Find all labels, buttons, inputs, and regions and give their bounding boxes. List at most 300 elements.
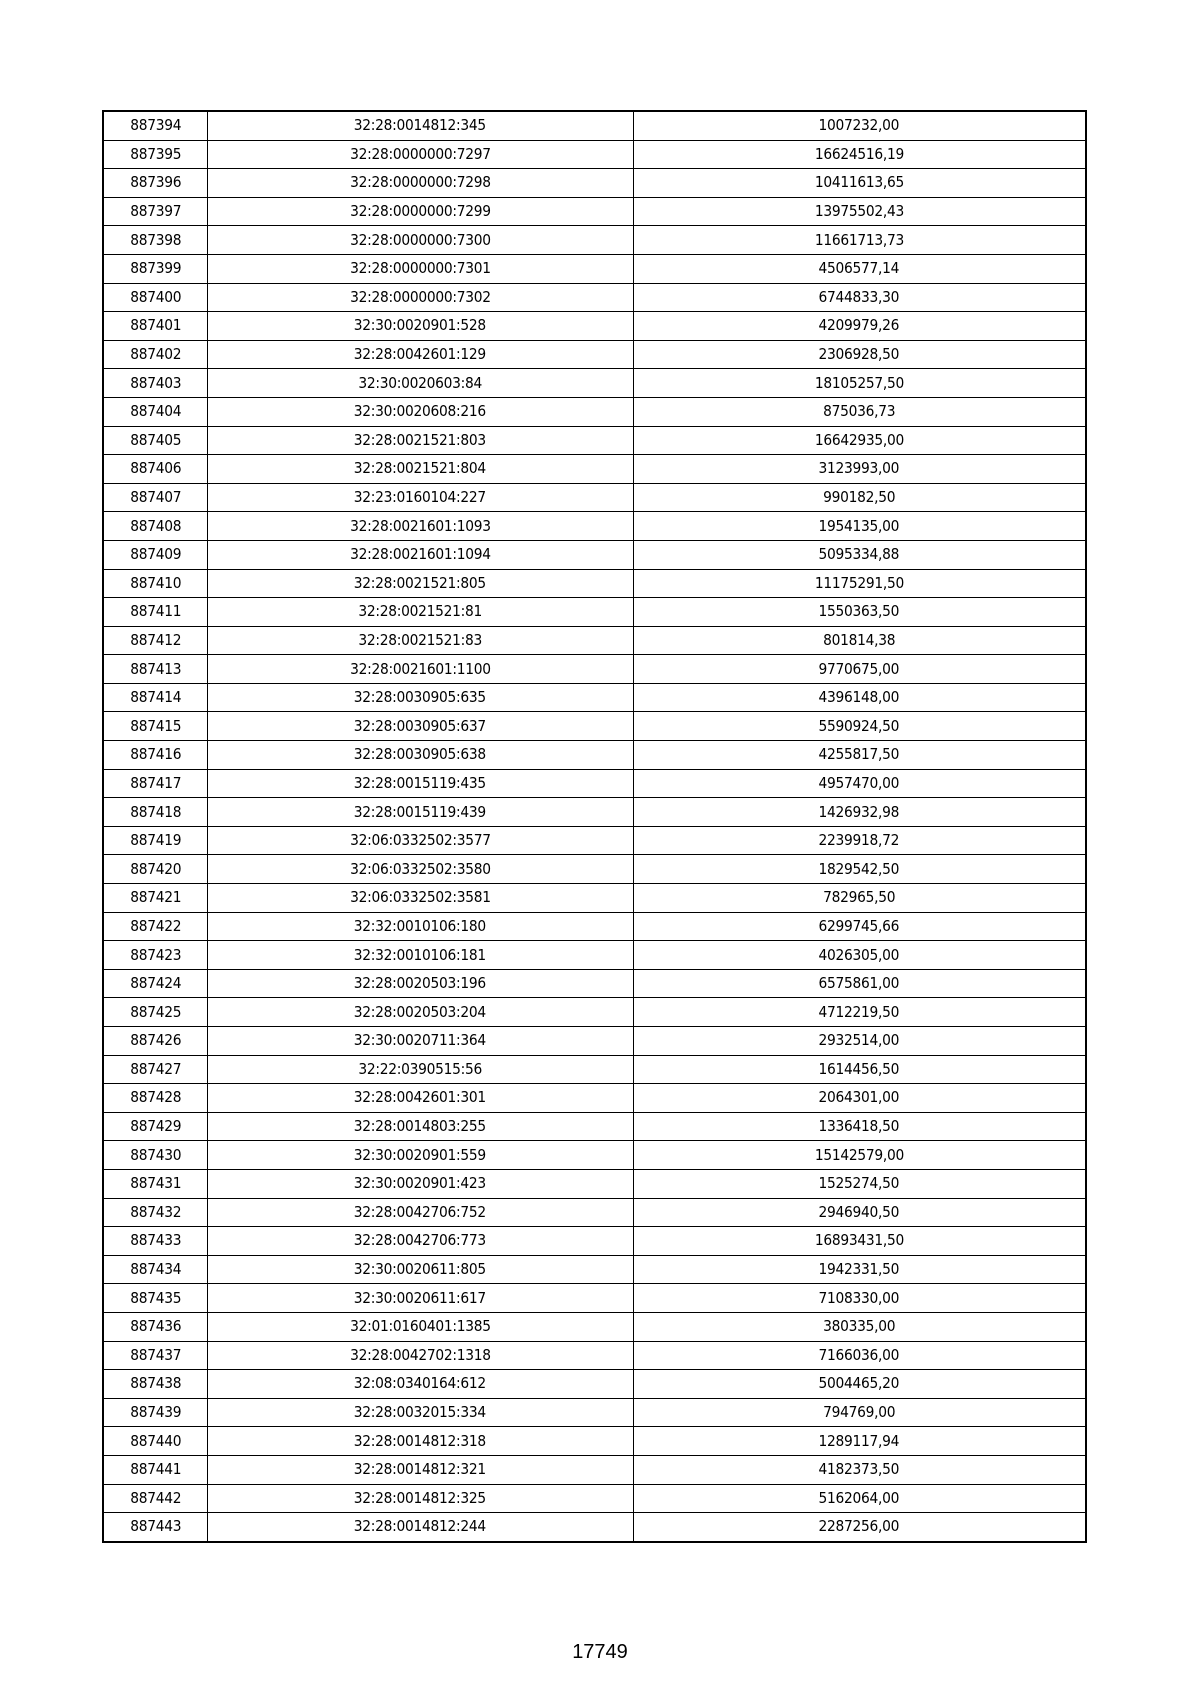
row-number-cell xyxy=(103,712,207,741)
cadastral-number-text: 32:30:0020901:528 xyxy=(353,316,487,335)
row-number-cell xyxy=(103,111,207,140)
row-number-text: 887426 xyxy=(129,1031,181,1050)
cadastral-number-text: 32:28:0042601:129 xyxy=(353,345,487,364)
value-text: 4957470,00 xyxy=(818,773,900,792)
row-number-cell xyxy=(103,1370,207,1399)
value-cell xyxy=(633,1398,1086,1427)
value-cell xyxy=(633,626,1086,655)
row-number-cell xyxy=(103,941,207,970)
table-row xyxy=(103,712,1086,741)
cadastral-number-text: 32:28:0014812:244 xyxy=(353,1517,487,1536)
row-number-cell xyxy=(103,483,207,512)
row-number-cell xyxy=(103,1427,207,1456)
row-number-cell xyxy=(103,540,207,569)
table-row xyxy=(103,1084,1086,1113)
value-cell xyxy=(633,111,1086,140)
row-number-cell xyxy=(103,826,207,855)
table-row xyxy=(103,397,1086,426)
row-number-cell xyxy=(103,369,207,398)
value-cell xyxy=(633,769,1086,798)
value-cell xyxy=(633,540,1086,569)
value-cell xyxy=(633,1427,1086,1456)
cadastral-number-text: 32:28:0000000:7300 xyxy=(349,230,491,249)
table-row xyxy=(103,226,1086,255)
cadastral-number-cell xyxy=(207,169,633,198)
cadastral-number-text: 32:28:0014812:325 xyxy=(353,1488,487,1507)
row-number-text: 887424 xyxy=(129,974,181,993)
row-number-text: 887419 xyxy=(129,831,181,850)
value-text: 4506577,14 xyxy=(818,259,900,278)
value-cell xyxy=(633,912,1086,941)
row-number-text: 887431 xyxy=(129,1174,181,1193)
row-number-cell xyxy=(103,1312,207,1341)
value-text: 4209979,26 xyxy=(818,316,900,335)
row-number-text: 887395 xyxy=(129,144,181,163)
row-number-text: 887439 xyxy=(129,1403,181,1422)
table-row xyxy=(103,969,1086,998)
row-number-cell xyxy=(103,1341,207,1370)
cadastral-number-text: 32:06:0332502:3577 xyxy=(349,831,491,850)
row-number-text: 887396 xyxy=(129,173,181,192)
value-text: 10411613,65 xyxy=(814,173,904,192)
row-number-text: 887403 xyxy=(129,373,181,392)
row-number-text: 887397 xyxy=(129,202,181,221)
value-text: 3123993,00 xyxy=(818,459,900,478)
row-number-cell xyxy=(103,683,207,712)
table-row xyxy=(103,1112,1086,1141)
cadastral-number-cell xyxy=(207,1169,633,1198)
cadastral-number-text: 32:01:0160401:1385 xyxy=(349,1317,491,1336)
table-row xyxy=(103,1027,1086,1056)
row-number-cell xyxy=(103,1284,207,1313)
table-row xyxy=(103,798,1086,827)
row-number-cell xyxy=(103,169,207,198)
value-cell xyxy=(633,1255,1086,1284)
row-number-cell xyxy=(103,197,207,226)
value-cell xyxy=(633,283,1086,312)
cadastral-number-cell xyxy=(207,140,633,169)
cadastral-number-text: 32:30:0020711:364 xyxy=(353,1031,487,1050)
row-number-cell xyxy=(103,140,207,169)
row-number-text: 887429 xyxy=(129,1117,181,1136)
cadastral-number-text: 32:30:0020603:84 xyxy=(358,373,482,392)
table-row xyxy=(103,1284,1086,1313)
value-text: 1954135,00 xyxy=(818,516,900,535)
cadastral-number-cell xyxy=(207,226,633,255)
cadastral-number-text: 32:28:0000000:7297 xyxy=(349,144,491,163)
value-cell xyxy=(633,512,1086,541)
row-number-cell xyxy=(103,655,207,684)
row-number-text: 887402 xyxy=(129,345,181,364)
cadastral-number-cell xyxy=(207,769,633,798)
value-cell xyxy=(633,712,1086,741)
row-number-cell xyxy=(103,912,207,941)
table-row xyxy=(103,512,1086,541)
value-text: 2064301,00 xyxy=(818,1088,900,1107)
table-row xyxy=(103,1169,1086,1198)
cadastral-number-cell xyxy=(207,1341,633,1370)
table-row xyxy=(103,826,1086,855)
row-number-text: 887407 xyxy=(129,488,181,507)
value-cell xyxy=(633,941,1086,970)
row-number-text: 887435 xyxy=(129,1288,181,1307)
cadastral-number-cell xyxy=(207,1255,633,1284)
row-number-text: 887437 xyxy=(129,1345,181,1364)
cadastral-number-cell xyxy=(207,283,633,312)
value-text: 13975502,43 xyxy=(814,202,904,221)
table-row xyxy=(103,254,1086,283)
cadastral-number-cell xyxy=(207,483,633,512)
value-text: 4396148,00 xyxy=(818,688,900,707)
data-table xyxy=(102,110,1087,1543)
cadastral-number-cell xyxy=(207,1198,633,1227)
value-cell xyxy=(633,140,1086,169)
value-text: 11661713,73 xyxy=(814,230,904,249)
table-row xyxy=(103,283,1086,312)
row-number-cell xyxy=(103,254,207,283)
cadastral-number-text: 32:23:0160104:227 xyxy=(353,488,487,507)
row-number-text: 887432 xyxy=(129,1202,181,1221)
value-text: 1614456,50 xyxy=(818,1059,900,1078)
cadastral-number-text: 32:28:0000000:7298 xyxy=(349,173,491,192)
cadastral-number-text: 32:28:0021521:804 xyxy=(353,459,487,478)
cadastral-number-cell xyxy=(207,455,633,484)
row-number-text: 887441 xyxy=(129,1460,181,1479)
table-row xyxy=(103,540,1086,569)
value-text: 875036,73 xyxy=(823,402,896,421)
row-number-cell xyxy=(103,598,207,627)
cadastral-number-cell xyxy=(207,569,633,598)
value-text: 16893431,50 xyxy=(814,1231,904,1250)
row-number-text: 887418 xyxy=(129,802,181,821)
table-row xyxy=(103,1427,1086,1456)
row-number-text: 887425 xyxy=(129,1002,181,1021)
cadastral-number-cell xyxy=(207,969,633,998)
value-text: 11175291,50 xyxy=(814,573,904,592)
row-number-cell xyxy=(103,1198,207,1227)
table-row xyxy=(103,655,1086,684)
row-number-text: 887428 xyxy=(129,1088,181,1107)
cadastral-number-text: 32:28:0042706:773 xyxy=(353,1231,487,1250)
table-row xyxy=(103,483,1086,512)
cadastral-number-cell xyxy=(207,741,633,770)
row-number-cell xyxy=(103,1055,207,1084)
value-text: 4026305,00 xyxy=(818,945,900,964)
value-text: 1289117,94 xyxy=(818,1431,900,1450)
table-row xyxy=(103,1341,1086,1370)
value-text: 990182,50 xyxy=(823,488,896,507)
row-number-cell xyxy=(103,969,207,998)
value-cell xyxy=(633,1341,1086,1370)
row-number-text: 887434 xyxy=(129,1260,181,1279)
row-number-cell xyxy=(103,1084,207,1113)
row-number-text: 887410 xyxy=(129,573,181,592)
value-cell xyxy=(633,426,1086,455)
cadastral-number-text: 32:30:0020611:617 xyxy=(353,1288,487,1307)
value-cell xyxy=(633,1141,1086,1170)
cadastral-number-cell xyxy=(207,598,633,627)
cadastral-number-text: 32:30:0020901:423 xyxy=(353,1174,487,1193)
cadastral-number-cell xyxy=(207,197,633,226)
value-cell xyxy=(633,884,1086,913)
table-row xyxy=(103,455,1086,484)
cadastral-number-cell xyxy=(207,1427,633,1456)
table-row xyxy=(103,426,1086,455)
row-number-text: 887433 xyxy=(129,1231,181,1250)
cadastral-number-text: 32:28:0014803:255 xyxy=(353,1117,487,1136)
row-number-text: 887413 xyxy=(129,659,181,678)
value-cell xyxy=(633,826,1086,855)
cadastral-number-cell xyxy=(207,111,633,140)
row-number-cell xyxy=(103,1112,207,1141)
cadastral-number-text: 32:06:0332502:3581 xyxy=(349,888,491,907)
table-row xyxy=(103,1312,1086,1341)
cadastral-number-text: 32:28:0014812:345 xyxy=(353,116,487,135)
cadastral-number-text: 32:28:0030905:638 xyxy=(353,745,487,764)
value-cell xyxy=(633,1112,1086,1141)
value-text: 15142579,00 xyxy=(814,1145,904,1164)
cadastral-number-text: 32:28:0015119:435 xyxy=(353,773,487,792)
value-text: 4182373,50 xyxy=(818,1460,900,1479)
value-cell xyxy=(633,1027,1086,1056)
value-cell xyxy=(633,655,1086,684)
value-cell xyxy=(633,254,1086,283)
cadastral-number-cell xyxy=(207,683,633,712)
value-cell xyxy=(633,855,1086,884)
row-number-text: 887422 xyxy=(129,916,181,935)
cadastral-number-text: 32:30:0020611:805 xyxy=(353,1260,487,1279)
value-cell xyxy=(633,1370,1086,1399)
table-row xyxy=(103,1484,1086,1513)
cadastral-number-cell xyxy=(207,1112,633,1141)
row-number-text: 887442 xyxy=(129,1488,181,1507)
value-text: 794769,00 xyxy=(823,1403,896,1422)
value-text: 7108330,00 xyxy=(818,1288,900,1307)
value-text: 2306928,50 xyxy=(818,345,900,364)
row-number-cell xyxy=(103,626,207,655)
cadastral-number-text: 32:28:0014812:321 xyxy=(353,1460,487,1479)
cadastral-number-cell xyxy=(207,512,633,541)
value-cell xyxy=(633,798,1086,827)
cadastral-number-text: 32:28:0021601:1100 xyxy=(349,659,491,678)
value-cell xyxy=(633,569,1086,598)
value-text: 2287256,00 xyxy=(818,1517,900,1536)
value-cell xyxy=(633,683,1086,712)
table-body xyxy=(103,111,1086,1542)
value-text: 1550363,50 xyxy=(818,602,900,621)
cadastral-number-text: 32:28:0021521:805 xyxy=(353,573,487,592)
cadastral-number-text: 32:28:0000000:7302 xyxy=(349,287,491,306)
cadastral-number-cell xyxy=(207,312,633,341)
value-text: 7166036,00 xyxy=(818,1345,900,1364)
row-number-text: 887438 xyxy=(129,1374,181,1393)
row-number-text: 887394 xyxy=(129,116,181,135)
table-row xyxy=(103,340,1086,369)
value-cell xyxy=(633,1284,1086,1313)
table-row xyxy=(103,169,1086,198)
row-number-text: 887400 xyxy=(129,287,181,306)
row-number-cell xyxy=(103,1484,207,1513)
cadastral-number-text: 32:28:0020503:204 xyxy=(353,1002,487,1021)
value-cell xyxy=(633,483,1086,512)
table-row xyxy=(103,626,1086,655)
cadastral-number-cell xyxy=(207,340,633,369)
row-number-text: 887430 xyxy=(129,1145,181,1164)
row-number-cell xyxy=(103,1141,207,1170)
value-text: 1942331,50 xyxy=(818,1260,900,1279)
value-cell xyxy=(633,998,1086,1027)
row-number-text: 887411 xyxy=(129,602,181,621)
table-row xyxy=(103,741,1086,770)
value-cell xyxy=(633,1455,1086,1484)
table-row xyxy=(103,912,1086,941)
value-cell xyxy=(633,226,1086,255)
cadastral-number-cell xyxy=(207,1484,633,1513)
value-text: 1336418,50 xyxy=(818,1117,900,1136)
row-number-text: 887427 xyxy=(129,1059,181,1078)
value-text: 6299745,66 xyxy=(818,916,900,935)
cadastral-number-cell xyxy=(207,798,633,827)
row-number-text: 887405 xyxy=(129,430,181,449)
cadastral-number-text: 32:28:0030905:635 xyxy=(353,688,487,707)
table-row xyxy=(103,1398,1086,1427)
cadastral-number-cell xyxy=(207,855,633,884)
row-number-text: 887415 xyxy=(129,716,181,735)
table-row xyxy=(103,1513,1086,1542)
value-text: 1007232,00 xyxy=(818,116,900,135)
table-row xyxy=(103,569,1086,598)
value-text: 18105257,50 xyxy=(814,373,904,392)
table-row xyxy=(103,769,1086,798)
cadastral-number-text: 32:28:0021601:1093 xyxy=(349,516,491,535)
row-number-cell xyxy=(103,998,207,1027)
value-cell xyxy=(633,369,1086,398)
row-number-cell xyxy=(103,312,207,341)
value-text: 2932514,00 xyxy=(818,1031,900,1050)
row-number-text: 887420 xyxy=(129,859,181,878)
row-number-cell xyxy=(103,283,207,312)
cadastral-number-text: 32:30:0020901:559 xyxy=(353,1145,487,1164)
table-row xyxy=(103,312,1086,341)
value-cell xyxy=(633,340,1086,369)
cadastral-number-text: 32:32:0010106:181 xyxy=(353,945,487,964)
row-number-cell xyxy=(103,397,207,426)
value-cell xyxy=(633,197,1086,226)
value-text: 380335,00 xyxy=(823,1317,896,1336)
row-number-text: 887440 xyxy=(129,1431,181,1450)
table-row xyxy=(103,1255,1086,1284)
row-number-cell xyxy=(103,884,207,913)
row-number-cell xyxy=(103,1398,207,1427)
table-row xyxy=(103,1227,1086,1256)
row-number-text: 887399 xyxy=(129,259,181,278)
cadastral-number-cell xyxy=(207,1398,633,1427)
value-cell xyxy=(633,969,1086,998)
value-cell xyxy=(633,1227,1086,1256)
cadastral-number-cell xyxy=(207,369,633,398)
row-number-text: 887406 xyxy=(129,459,181,478)
cadastral-number-text: 32:28:0020503:196 xyxy=(353,974,487,993)
row-number-cell xyxy=(103,769,207,798)
cadastral-number-text: 32:28:0021601:1094 xyxy=(349,545,491,564)
row-number-cell xyxy=(103,569,207,598)
table-row xyxy=(103,369,1086,398)
row-number-text: 887417 xyxy=(129,773,181,792)
cadastral-number-cell xyxy=(207,941,633,970)
value-text: 6744833,30 xyxy=(818,287,900,306)
cadastral-number-cell xyxy=(207,1055,633,1084)
value-text: 16642935,00 xyxy=(814,430,904,449)
value-cell xyxy=(633,1312,1086,1341)
cadastral-number-cell xyxy=(207,1455,633,1484)
table-row xyxy=(103,598,1086,627)
row-number-cell xyxy=(103,1027,207,1056)
value-text: 9770675,00 xyxy=(818,659,900,678)
cadastral-number-text: 32:06:0332502:3580 xyxy=(349,859,491,878)
cadastral-number-text: 32:28:0000000:7299 xyxy=(349,202,491,221)
row-number-cell xyxy=(103,455,207,484)
cadastral-number-text: 32:28:0021521:81 xyxy=(358,602,482,621)
value-cell xyxy=(633,169,1086,198)
cadastral-number-text: 32:28:0021521:83 xyxy=(358,630,482,649)
value-text: 4255817,50 xyxy=(818,745,900,764)
table-row xyxy=(103,683,1086,712)
row-number-text: 887414 xyxy=(129,688,181,707)
cadastral-number-text: 32:32:0010106:180 xyxy=(353,916,487,935)
cadastral-number-cell xyxy=(207,1370,633,1399)
cadastral-number-cell xyxy=(207,397,633,426)
row-number-cell xyxy=(103,798,207,827)
cadastral-number-text: 32:22:0390515:56 xyxy=(358,1059,482,1078)
value-text: 1525274,50 xyxy=(818,1174,900,1193)
table-row xyxy=(103,1455,1086,1484)
value-cell xyxy=(633,741,1086,770)
row-number-text: 887404 xyxy=(129,402,181,421)
value-text: 782965,50 xyxy=(823,888,896,907)
row-number-cell xyxy=(103,1455,207,1484)
table-row xyxy=(103,941,1086,970)
cadastral-number-cell xyxy=(207,540,633,569)
cadastral-number-cell xyxy=(207,1084,633,1113)
value-text: 5162064,00 xyxy=(818,1488,900,1507)
cadastral-number-text: 32:28:0015119:439 xyxy=(353,802,487,821)
row-number-cell xyxy=(103,1255,207,1284)
value-text: 5095334,88 xyxy=(818,545,900,564)
cadastral-number-text: 32:28:0000000:7301 xyxy=(349,259,491,278)
row-number-text: 887408 xyxy=(129,516,181,535)
row-number-cell xyxy=(103,741,207,770)
row-number-cell xyxy=(103,855,207,884)
row-number-cell xyxy=(103,426,207,455)
table-row xyxy=(103,1141,1086,1170)
cadastral-number-text: 32:28:0042706:752 xyxy=(353,1202,487,1221)
value-text: 1829542,50 xyxy=(818,859,900,878)
cadastral-number-text: 32:28:0042702:1318 xyxy=(349,1345,491,1364)
page-number: 17749 xyxy=(572,1641,628,1663)
row-number-cell xyxy=(103,1513,207,1542)
table-row xyxy=(103,998,1086,1027)
table-row xyxy=(103,1198,1086,1227)
value-text: 1426932,98 xyxy=(818,802,900,821)
value-text: 4712219,50 xyxy=(818,1002,900,1021)
row-number-text: 887398 xyxy=(129,230,181,249)
row-number-text: 887421 xyxy=(129,888,181,907)
cadastral-number-cell xyxy=(207,884,633,913)
table-row xyxy=(103,111,1086,140)
table-row xyxy=(103,1370,1086,1399)
cadastral-number-cell xyxy=(207,826,633,855)
value-cell xyxy=(633,397,1086,426)
